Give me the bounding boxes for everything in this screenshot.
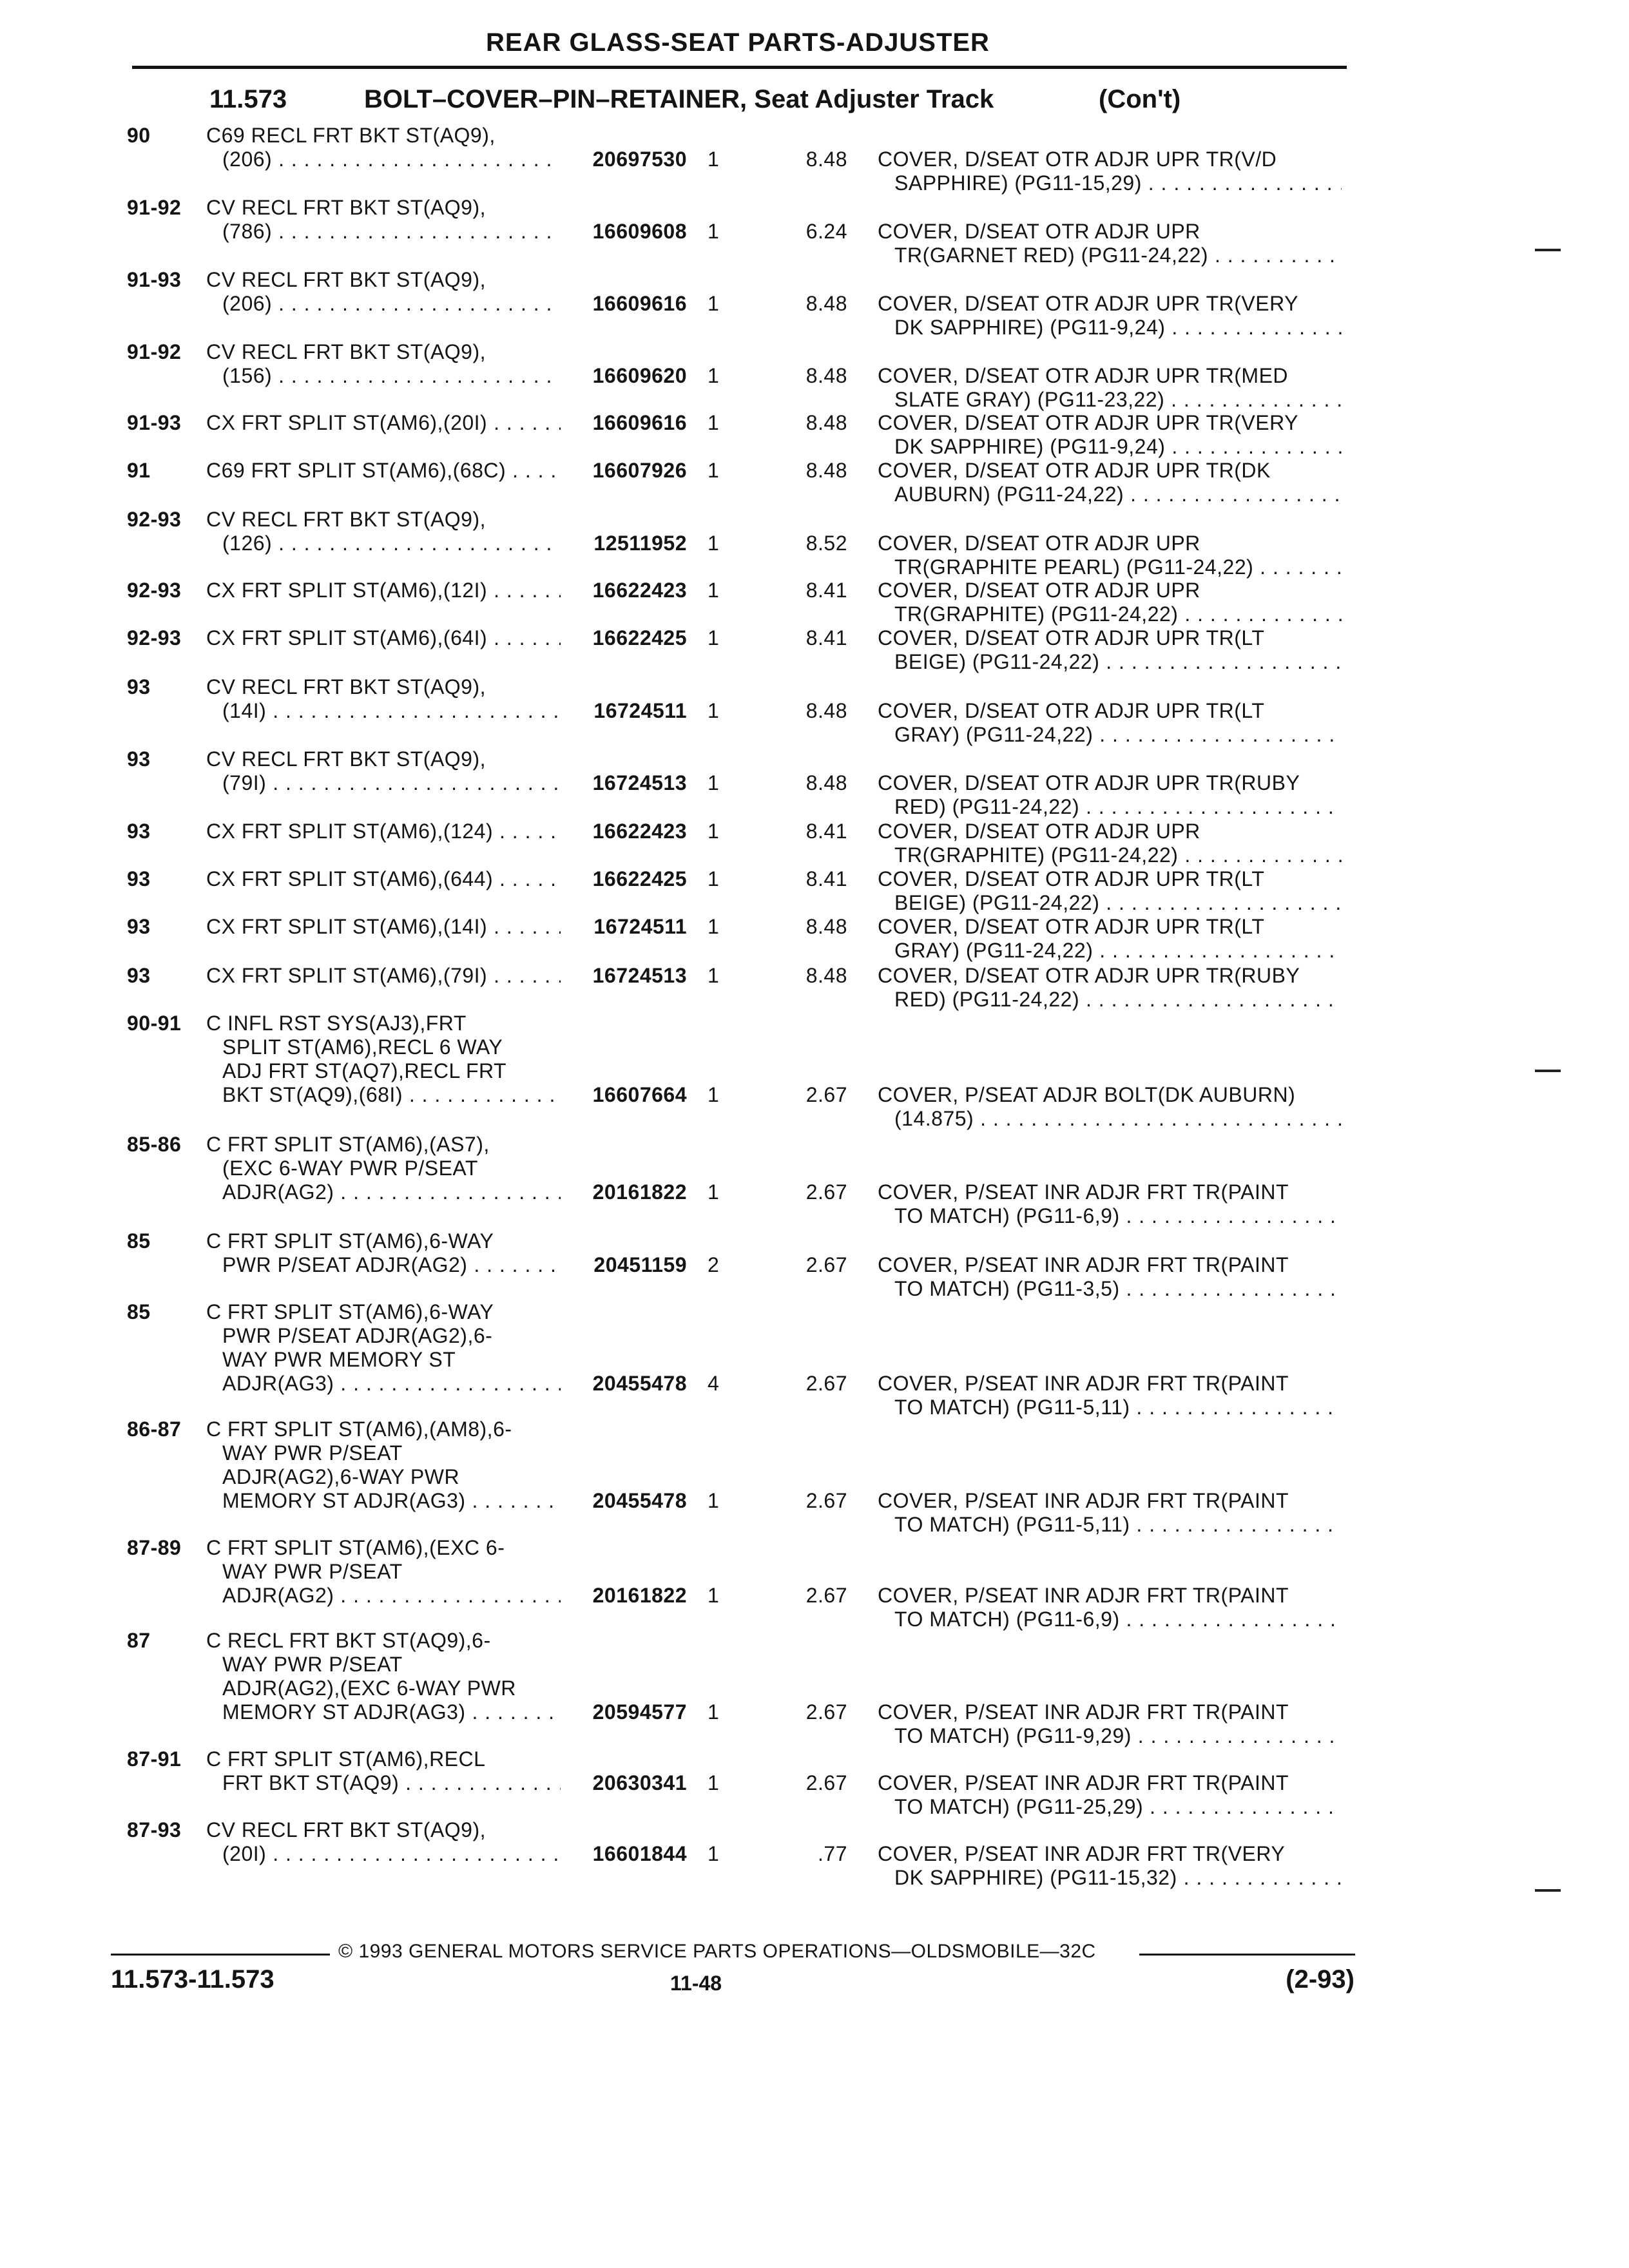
price: 8.48: [805, 411, 847, 434]
price: 2.67: [805, 1083, 847, 1106]
part-description: [878, 148, 1342, 195]
part-description-line: TO MATCH) (PG11-6,9) . . .: [878, 1204, 1342, 1228]
part-description-line: DK SAPPHIRE) (PG11-15,32) . . .: [878, 1866, 1342, 1890]
part-description: [878, 292, 1342, 340]
quantity: 1: [708, 532, 720, 555]
usage-description: [206, 820, 567, 843]
usage-line: (EXC 6-WAY PWR P/SEAT: [222, 1157, 478, 1180]
part-number: 16601844: [561, 1842, 687, 1866]
footer-page-number: 11-48: [670, 1972, 722, 1995]
model-years: 91-92: [127, 196, 182, 219]
part-number: 16609620: [561, 364, 687, 388]
usage-description: [206, 411, 567, 435]
part-description-line: SLATE GRAY) (PG11-23,22) . . .: [878, 388, 1342, 412]
quantity: 1: [708, 1489, 720, 1512]
quantity: 1: [708, 1584, 720, 1607]
model-years: 93: [127, 747, 151, 771]
quantity: 1: [708, 148, 720, 171]
usage-line: C FRT SPLIT ST(AM6),(AM8),6-: [206, 1418, 512, 1441]
usage-line: (126) . . .: [206, 532, 567, 555]
usage-line: CX FRT SPLIT ST(AM6),(644) . . .: [206, 867, 567, 891]
usage-line: C RECL FRT BKT ST(AQ9),6-: [206, 1629, 491, 1652]
section-number: 11.573: [209, 85, 287, 113]
part-description-line: COVER, D/SEAT OTR ADJR UPR: [878, 532, 1200, 555]
part-description: [878, 771, 1342, 819]
price: 8.41: [805, 820, 847, 843]
model-years: 87-91: [127, 1747, 182, 1771]
usage-line: CV RECL FRT BKT ST(AQ9),: [206, 675, 487, 698]
margin-mark: [1535, 1889, 1561, 1892]
part-number: 16609616: [561, 292, 687, 316]
part-description: [878, 1700, 1342, 1748]
part-description-line: RED) (PG11-24,22) . . .: [878, 795, 1342, 819]
margin-mark: [1535, 1070, 1561, 1072]
usage-description: [206, 1747, 567, 1795]
part-number: 16724513: [561, 964, 687, 988]
part-description-line: (14.875) . . .: [878, 1107, 1342, 1131]
part-number: 12511952: [561, 532, 687, 555]
usage-line: ADJR(AG2),6-WAY PWR: [222, 1465, 460, 1488]
model-years: 90-91: [127, 1012, 182, 1035]
part-description: [878, 411, 1342, 459]
quantity: 1: [708, 964, 720, 987]
part-number: 16724511: [561, 915, 687, 939]
usage-description: [206, 459, 567, 483]
usage-line: ADJR(AG3) . . .: [206, 1372, 567, 1396]
price: 6.24: [805, 220, 847, 243]
part-description-line: TR(GRAPHITE) (PG11-24,22) . . .: [878, 602, 1342, 626]
part-description-line: TR(GRAPHITE) (PG11-24,22) . . .: [878, 843, 1342, 867]
part-description-line: TO MATCH) (PG11-9,29) . . .: [878, 1724, 1342, 1748]
part-number: 16622423: [561, 820, 687, 843]
usage-description: [206, 1418, 567, 1513]
part-description: [878, 699, 1342, 747]
part-description-line: COVER, P/SEAT INR ADJR FRT TR(PAINT: [878, 1372, 1289, 1395]
usage-line: ADJ FRT ST(AQ7),RECL FRT: [222, 1059, 507, 1082]
usage-description: [206, 675, 567, 723]
model-years: 87-89: [127, 1536, 182, 1559]
part-number: 16724513: [561, 771, 687, 795]
model-years: 85: [127, 1300, 151, 1323]
part-description-line: COVER, P/SEAT ADJR BOLT(DK AUBURN): [878, 1083, 1296, 1106]
footer-date-code: (2-93): [1286, 1965, 1354, 1994]
part-description-line: COVER, D/SEAT OTR ADJR UPR TR(LT: [878, 915, 1265, 938]
usage-line: C FRT SPLIT ST(AM6),6-WAY: [206, 1300, 494, 1323]
part-description-line: COVER, D/SEAT OTR ADJR UPR: [878, 579, 1200, 602]
part-description: [878, 1771, 1342, 1819]
usage-description: [206, 964, 567, 988]
quantity: 1: [708, 1180, 720, 1204]
usage-line: (206) . . .: [206, 292, 567, 316]
part-description: [878, 459, 1342, 506]
part-description: [878, 1083, 1342, 1131]
price: 8.48: [805, 915, 847, 938]
price: 8.48: [805, 964, 847, 987]
usage-description: [206, 268, 567, 316]
model-years: 92-93: [127, 508, 182, 531]
usage-line: MEMORY ST ADJR(AG3) . . .: [206, 1489, 567, 1513]
footer-rule-left: [111, 1954, 330, 1956]
price: 8.48: [805, 699, 847, 722]
usage-line: ADJR(AG2) . . .: [206, 1180, 567, 1204]
model-years: 91-93: [127, 268, 182, 291]
usage-description: [206, 196, 567, 244]
part-description-line: COVER, P/SEAT INR ADJR FRT TR(PAINT: [878, 1771, 1289, 1794]
part-description-line: TO MATCH) (PG11-25,29) . . .: [878, 1795, 1342, 1819]
model-years: 90: [127, 124, 151, 147]
usage-line: WAY PWR P/SEAT: [222, 1653, 403, 1676]
part-description-line: TO MATCH) (PG11-6,9) . . .: [878, 1608, 1342, 1631]
usage-line: CV RECL FRT BKT ST(AQ9),: [206, 268, 487, 291]
usage-line: (14I) . . .: [206, 699, 567, 723]
part-description: [878, 1253, 1342, 1301]
model-years: 86-87: [127, 1418, 182, 1441]
usage-line: SPLIT ST(AM6),RECL 6 WAY: [222, 1035, 503, 1059]
price: 8.41: [805, 579, 847, 602]
quantity: 4: [708, 1372, 720, 1395]
price: 2.67: [805, 1180, 847, 1204]
usage-line: PWR P/SEAT ADJR(AG2) . . .: [206, 1253, 567, 1277]
model-years: 91-93: [127, 411, 182, 434]
usage-line: CV RECL FRT BKT ST(AQ9),: [206, 747, 487, 771]
usage-line: CX FRT SPLIT ST(AM6),(14I) . . .: [206, 915, 567, 939]
part-description-line: COVER, P/SEAT INR ADJR FRT TR(PAINT: [878, 1489, 1289, 1512]
part-description: [878, 579, 1342, 626]
quantity: 1: [708, 820, 720, 843]
part-number: 16607926: [561, 459, 687, 483]
quantity: 1: [708, 915, 720, 938]
usage-line: WAY PWR MEMORY ST: [222, 1348, 456, 1371]
usage-line: CV RECL FRT BKT ST(AQ9),: [206, 508, 487, 531]
part-description: [878, 964, 1342, 1012]
quantity: 1: [708, 1771, 720, 1794]
model-years: 93: [127, 675, 151, 698]
usage-description: [206, 579, 567, 602]
part-description-line: AUBURN) (PG11-24,22) . . .: [878, 483, 1342, 506]
usage-line: CV RECL FRT BKT ST(AQ9),: [206, 340, 487, 363]
usage-line: C FRT SPLIT ST(AM6),RECL: [206, 1747, 486, 1771]
usage-line: MEMORY ST ADJR(AG3) . . .: [206, 1700, 567, 1724]
part-description-line: RED) (PG11-24,22) . . .: [878, 988, 1342, 1012]
part-description: [878, 867, 1342, 915]
usage-line: C INFL RST SYS(AJ3),FRT: [206, 1012, 467, 1035]
usage-description: [206, 1536, 567, 1608]
part-description-line: BEIGE) (PG11-24,22) . . .: [878, 891, 1342, 915]
page-header: REAR GLASS-SEAT PARTS-ADJUSTER: [486, 28, 990, 57]
quantity: 1: [708, 220, 720, 243]
price: 8.48: [805, 364, 847, 387]
model-years: 91-92: [127, 340, 182, 363]
usage-line: CX FRT SPLIT ST(AM6),(124) . . .: [206, 820, 567, 843]
usage-line: C FRT SPLIT ST(AM6),6-WAY: [206, 1229, 494, 1253]
quantity: 1: [708, 579, 720, 602]
part-description: [878, 532, 1342, 579]
part-number: 16622423: [561, 579, 687, 602]
part-description: [878, 915, 1342, 963]
part-description: [878, 626, 1342, 674]
part-number: 20455478: [561, 1372, 687, 1396]
usage-line: WAY PWR P/SEAT: [222, 1441, 403, 1465]
part-number: 16724511: [561, 699, 687, 723]
usage-line: ADJR(AG2) . . .: [206, 1584, 567, 1608]
part-description-line: COVER, D/SEAT OTR ADJR UPR TR(VERY: [878, 292, 1298, 315]
part-description-line: TO MATCH) (PG11-5,11) . . .: [878, 1396, 1342, 1419]
part-description: [878, 1180, 1342, 1228]
part-description: [878, 1584, 1342, 1631]
usage-description: [206, 915, 567, 939]
price: 8.48: [805, 771, 847, 794]
part-description-line: GRAY) (PG11-24,22) . . .: [878, 939, 1342, 963]
part-description-line: SAPPHIRE) (PG11-15,29) . . .: [878, 171, 1342, 195]
usage-line: CX FRT SPLIT ST(AM6),(20I) . . .: [206, 411, 567, 435]
usage-description: [206, 340, 567, 388]
margin-mark: [1535, 249, 1561, 251]
part-number: 20697530: [561, 148, 687, 171]
part-number: 20594577: [561, 1700, 687, 1724]
price: 8.48: [805, 459, 847, 482]
part-description: [878, 1842, 1342, 1890]
price: 2.67: [805, 1489, 847, 1512]
usage-line: (79I) . . .: [206, 771, 567, 795]
price: .77: [818, 1842, 847, 1865]
part-description-line: COVER, D/SEAT OTR ADJR UPR TR(VERY: [878, 411, 1298, 434]
price: 8.48: [805, 148, 847, 171]
model-years: 87: [127, 1629, 151, 1652]
part-description-line: COVER, P/SEAT INR ADJR FRT TR(PAINT: [878, 1253, 1289, 1276]
part-description: [878, 220, 1342, 267]
part-number: 20161822: [561, 1180, 687, 1204]
part-description-line: COVER, D/SEAT OTR ADJR UPR TR(LT: [878, 699, 1265, 722]
model-years: 85: [127, 1229, 151, 1253]
usage-description: [206, 1012, 567, 1107]
usage-line: WAY PWR P/SEAT: [222, 1560, 403, 1583]
quantity: 1: [708, 1842, 720, 1865]
price: 2.67: [805, 1372, 847, 1395]
usage-line: C FRT SPLIT ST(AM6),(EXC 6-: [206, 1536, 505, 1559]
model-years: 91: [127, 459, 151, 482]
part-description-line: COVER, D/SEAT OTR ADJR UPR TR(LT: [878, 867, 1265, 890]
model-years: 87-93: [127, 1818, 182, 1841]
usage-description: [206, 1133, 567, 1204]
usage-description: [206, 508, 567, 555]
price: 8.52: [805, 532, 847, 555]
usage-line: CX FRT SPLIT ST(AM6),(79I) . . .: [206, 964, 567, 988]
part-number: 16607664: [561, 1083, 687, 1107]
price: 8.41: [805, 626, 847, 649]
quantity: 2: [708, 1253, 720, 1276]
part-description-line: TO MATCH) (PG11-3,5) . . .: [878, 1277, 1342, 1301]
quantity: 1: [708, 411, 720, 434]
part-description-line: COVER, D/SEAT OTR ADJR UPR TR(MED: [878, 364, 1289, 387]
quantity: 1: [708, 626, 720, 649]
part-description-line: COVER, D/SEAT OTR ADJR UPR: [878, 820, 1200, 843]
quantity: 1: [708, 699, 720, 722]
part-description: [878, 1489, 1342, 1537]
footer-rule-right: [1139, 1954, 1355, 1956]
part-description-line: COVER, P/SEAT INR ADJR FRT TR(VERY: [878, 1842, 1286, 1865]
footer-section-range: 11.573-11.573: [111, 1965, 275, 1994]
quantity: 1: [708, 771, 720, 794]
part-description-line: COVER, D/SEAT OTR ADJR UPR TR(RUBY: [878, 964, 1300, 987]
part-description-line: COVER, D/SEAT OTR ADJR UPR TR(DK: [878, 459, 1271, 482]
model-years: 93: [127, 820, 151, 843]
price: 2.67: [805, 1771, 847, 1794]
model-years: 92-93: [127, 579, 182, 602]
part-description-line: COVER, P/SEAT INR ADJR FRT TR(PAINT: [878, 1700, 1289, 1724]
part-description-line: COVER, D/SEAT OTR ADJR UPR TR(LT: [878, 626, 1265, 649]
usage-line: CX FRT SPLIT ST(AM6),(12I) . . .: [206, 579, 567, 602]
part-description-line: DK SAPPHIRE) (PG11-9,24) . . .: [878, 316, 1342, 340]
usage-line: (786) . . .: [206, 220, 567, 244]
usage-description: [206, 1300, 567, 1396]
quantity: 1: [708, 1083, 720, 1106]
part-number: 16622425: [561, 626, 687, 650]
part-description-line: COVER, D/SEAT OTR ADJR UPR: [878, 220, 1200, 243]
usage-line: C FRT SPLIT ST(AM6),(AS7),: [206, 1133, 490, 1156]
usage-line: (20I) . . .: [206, 1842, 567, 1866]
part-description-line: COVER, P/SEAT INR ADJR FRT TR(PAINT: [878, 1180, 1289, 1204]
usage-description: [206, 626, 567, 650]
part-description-line: TO MATCH) (PG11-5,11) . . .: [878, 1513, 1342, 1537]
part-description-line: TR(GRAPHITE PEARL) (PG11-24,22) . . .: [878, 555, 1342, 579]
part-description-line: GRAY) (PG11-24,22) . . .: [878, 723, 1342, 747]
footer-copyright: © 1993 GENERAL MOTORS SERVICE PARTS OPERATIONS—OLDSMOBILE—32C: [338, 1941, 1096, 1962]
part-description-line: COVER, D/SEAT OTR ADJR UPR TR(V/D: [878, 148, 1277, 171]
quantity: 1: [708, 1700, 720, 1724]
usage-description: [206, 747, 567, 795]
usage-line: C69 RECL FRT BKT ST(AQ9),: [206, 124, 496, 147]
usage-line: ADJR(AG2),(EXC 6-WAY PWR: [222, 1677, 516, 1700]
usage-description: [206, 1818, 567, 1866]
part-number: 16609616: [561, 411, 687, 435]
part-description-line: DK SAPPHIRE) (PG11-9,24) . . .: [878, 435, 1342, 459]
price: 2.67: [805, 1584, 847, 1607]
part-description-line: COVER, D/SEAT OTR ADJR UPR TR(RUBY: [878, 771, 1300, 794]
quantity: 1: [708, 292, 720, 315]
part-description: [878, 1372, 1342, 1419]
quantity: 1: [708, 867, 720, 890]
part-number: 20455478: [561, 1489, 687, 1513]
part-description: [878, 820, 1342, 867]
usage-line: CV RECL FRT BKT ST(AQ9),: [206, 196, 487, 219]
part-number: 16622425: [561, 867, 687, 891]
usage-line: FRT BKT ST(AQ9) . . .: [206, 1771, 567, 1795]
quantity: 1: [708, 364, 720, 387]
section-continued: (Con't): [1099, 85, 1181, 113]
usage-description: [206, 1229, 567, 1277]
usage-line: (206) . . .: [206, 148, 567, 171]
price: 2.67: [805, 1253, 847, 1276]
usage-line: C69 FRT SPLIT ST(AM6),(68C) . . .: [206, 459, 567, 483]
usage-line: (156) . . .: [206, 364, 567, 388]
part-description-line: BEIGE) (PG11-24,22) . . .: [878, 650, 1342, 674]
price: 8.41: [805, 867, 847, 890]
usage-description: [206, 124, 567, 171]
usage-line: BKT ST(AQ9),(68I) . . .: [206, 1083, 567, 1107]
part-description-line: TR(GARNET RED) (PG11-24,22) . . .: [878, 244, 1342, 267]
usage-description: [206, 1629, 567, 1724]
quantity: 1: [708, 459, 720, 482]
usage-line: CX FRT SPLIT ST(AM6),(64I) . . .: [206, 626, 567, 650]
part-description-line: COVER, P/SEAT INR ADJR FRT TR(PAINT: [878, 1584, 1289, 1607]
part-number: 20451159: [561, 1253, 687, 1277]
part-number: 20161822: [561, 1584, 687, 1608]
part-description: [878, 364, 1342, 412]
usage-description: [206, 867, 567, 891]
price: 8.48: [805, 292, 847, 315]
model-years: 93: [127, 915, 151, 938]
model-years: 85-86: [127, 1133, 182, 1156]
model-years: 92-93: [127, 626, 182, 649]
model-years: 93: [127, 964, 151, 987]
usage-line: CV RECL FRT BKT ST(AQ9),: [206, 1818, 487, 1841]
section-title: BOLT–COVER–PIN–RETAINER, Seat Adjuster Track: [364, 85, 994, 113]
price: 2.67: [805, 1700, 847, 1724]
usage-line: PWR P/SEAT ADJR(AG2),6-: [222, 1324, 493, 1347]
part-number: 20630341: [561, 1771, 687, 1795]
model-years: 93: [127, 867, 151, 890]
part-number: 16609608: [561, 220, 687, 244]
